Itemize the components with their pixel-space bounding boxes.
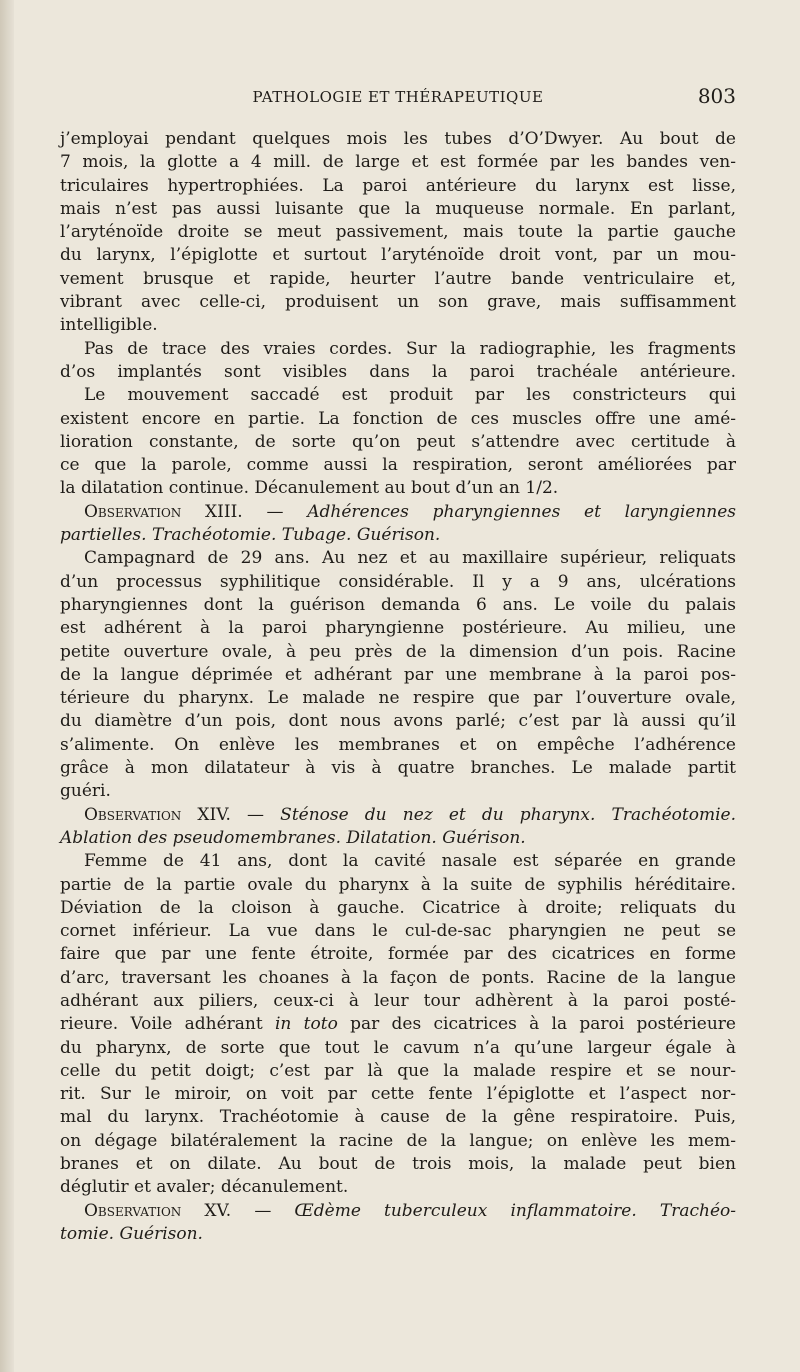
observation-title: partielles. Trachéotomie. Tubage. Guérison.: [60, 525, 441, 546]
text-line: j’employai pendant quelques mois les tubes d’O’Dwyer. Au bout de: [60, 129, 736, 149]
page-number: 803: [697, 84, 736, 108]
text-line: du diamètre d’un pois, dont nous avons parlé; c’est par là aussi qu’il: [60, 711, 736, 732]
text-line: de la langue déprimée et adhérant par une membrane à la paroi pos-: [60, 664, 736, 685]
text-line: faire que par une fente étroite, formée par des cicatrices en forme: [60, 944, 736, 965]
text-line: Pas de trace des vraies cordes. Sur la radiographie, les fragments: [84, 338, 736, 359]
observation-label: Observation: [84, 804, 182, 825]
text-line: [60, 1013, 736, 1036]
text-line: mais n’est pas aussi luisante que la muqueuse normale. En parlant,: [60, 198, 736, 219]
text-line: rit. Sur le miroir, on voit par cette fente l’épiglotte et l’aspect nor-: [60, 1084, 736, 1105]
italic-span: in toto: [275, 1014, 338, 1035]
observation-label: Observation: [84, 501, 182, 522]
text-line: déglutir et avaler; décanulement.: [60, 1177, 349, 1198]
text-line: mal du larynx. Trachéotomie à cause de la gêne respiratoire. Puis,: [60, 1107, 736, 1128]
text-line: ce que la parole, comme aussi la respiration, seront améliorées par: [60, 455, 736, 476]
observation-title: Œdème tuberculeux inflammatoire. Trachéo-: [294, 1200, 736, 1221]
text-line: [60, 501, 736, 524]
text-line: [60, 827, 736, 850]
text-line: [60, 1223, 736, 1246]
text-line: on dégage bilatéralement la racine de la langue; on enlève les mem-: [60, 1130, 736, 1151]
page-header: [60, 84, 736, 114]
text-line: Campagnard de 29 ans. Au nez et au maxillaire supérieur, reliquats: [84, 548, 736, 569]
text-line: l’aryténoïde droite se meut passivement, mais toute la partie gauche: [60, 222, 736, 243]
text-line: celle du petit doigt; c’est par là que la malade respire et se nour-: [60, 1060, 736, 1081]
text-line: la dilatation continue. Décanulement au bout d’un an 1/2.: [60, 478, 559, 499]
text-line: d’os implantés sont visibles dans la paroi trachéale antérieure.: [60, 361, 736, 382]
text-line: [60, 804, 736, 827]
text-line: branes et on dilate. Au bout de trois mois, la malade peut bien: [60, 1154, 736, 1175]
observation-number: XIV. —: [181, 804, 281, 825]
text-line: 7 mois, la glotte a 4 mill. de large et est formée par les bandes ven-: [60, 152, 736, 173]
text-line: partie de la partie ovale du pharynx à la suite de syphilis héréditaire.: [60, 874, 736, 895]
text-line: intelligible.: [60, 315, 158, 336]
observation-title: Sténose du nez et du pharynx. Trachéotomie.: [280, 804, 736, 825]
text-line: pharyngiennes dont la guérison demanda 6 ans. Le voile du palais: [60, 594, 736, 615]
page-edge-shadow: [0, 0, 14, 1372]
text-line: triculaires hypertrophiées. La paroi antérieure du larynx est lisse,: [60, 175, 736, 196]
observation-number: XV. —: [181, 1200, 295, 1221]
observation-title: tomie. Guérison.: [60, 1223, 203, 1244]
running-title: PATHOLOGIE ET THÉRAPEUTIQUE: [252, 88, 544, 106]
text-line: [60, 1200, 736, 1223]
text-line: du larynx, l’épiglotte et surtout l’aryténoïde droit vont, par un mou-: [60, 245, 736, 266]
text-line: vibrant avec celle-ci, produisent un son grave, mais suffisamment: [60, 292, 736, 313]
text-line: Déviation de la cloison à gauche. Cicatrice à droite; reliquats du: [60, 897, 736, 918]
text-line: d’arc, traversant les choanes à la façon de ponts. Racine de la langue: [60, 967, 736, 988]
text-line: [60, 524, 736, 547]
text-line: Femme de 41 ans, dont la cavité nasale est séparée en grande: [84, 851, 736, 872]
observation-number: XIII. —: [181, 501, 308, 522]
text-line: petite ouverture ovale, à peu près de la dimension d’un pois. Racine: [60, 641, 736, 662]
text-line: adhérant aux piliers, ceux-ci à leur tour adhèrent à la paroi posté-: [60, 990, 736, 1011]
text-line: grâce à mon dilatateur à vis à quatre branches. Le malade partit: [60, 758, 736, 779]
text-span: rieure. Voile adhérant: [60, 1014, 275, 1035]
text-line: guéri.: [60, 781, 111, 802]
observation-title: Ablation des pseudomembranes. Dilatation. Guérison.: [60, 827, 526, 848]
text-line: est adhérent à la paroi pharyngienne postérieure. Au milieu, une: [60, 618, 736, 639]
text-line: existent encore en partie. La fonction de ces muscles offre une amé-: [60, 408, 736, 429]
body-text: [60, 128, 736, 1246]
observation-title: Adhérences pharyngiennes et laryngiennes: [307, 501, 736, 522]
text-line: du pharynx, de sorte que tout le cavum n’a qu’une largeur égale à: [60, 1037, 736, 1058]
text-line: d’un processus syphilitique considérable. Il y a 9 ans, ulcérations: [60, 571, 736, 592]
text-line: térieure du pharynx. Le malade ne respire que par l’ouverture ovale,: [60, 688, 736, 709]
observation-label: Observation: [84, 1200, 182, 1221]
text-line: s’alimente. On enlève les membranes et on empêche l’adhérence: [60, 734, 736, 755]
text-line: cornet inférieur. La vue dans le cul-de-sac pharyngien ne peut se: [60, 921, 736, 942]
text-line: lioration constante, de sorte qu’on peut s’attendre avec certitude à: [60, 431, 736, 452]
text-line: vement brusque et rapide, heurter l’autre bande ventriculaire et,: [60, 268, 736, 289]
text-line: Le mouvement saccadé est produit par les constricteurs qui: [84, 385, 736, 406]
text-span: par des cicatrices à la paroi postérieure: [337, 1014, 736, 1035]
